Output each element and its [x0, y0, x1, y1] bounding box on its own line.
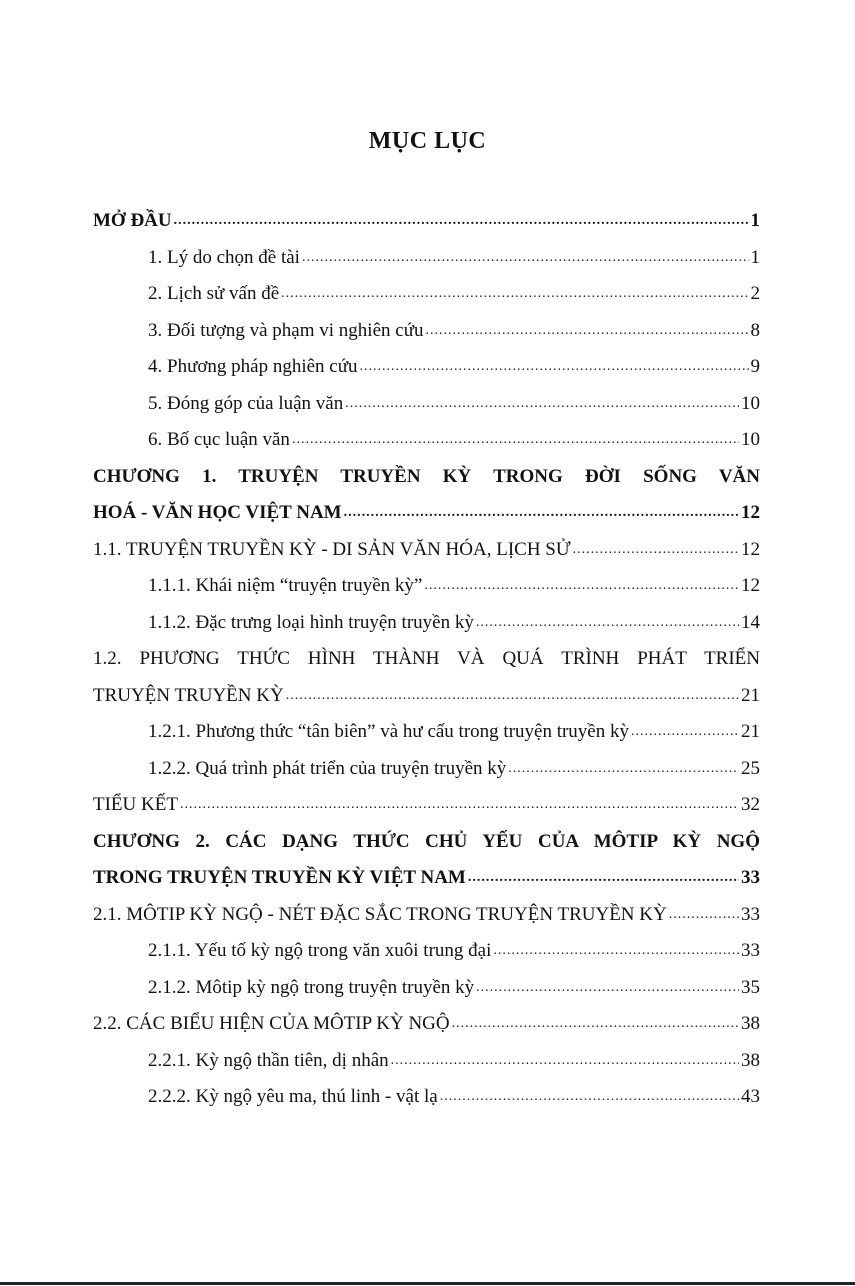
toc-page-number: 1: [750, 246, 760, 268]
leader-dots: [180, 787, 739, 824]
toc-entry-text: CHƯƠNG 1. TRUYỆN TRUYỀN KỲ TRONG ĐỜI SỐNG VĂN: [93, 465, 760, 487]
leader-dots: [493, 933, 739, 970]
toc-page-number: 35: [741, 976, 760, 998]
toc-entry-chapter-2-heading[interactable]: [93, 824, 760, 861]
toc-entry-chapter-1-heading[interactable]: [93, 459, 760, 496]
toc-page-number: 12: [741, 538, 760, 560]
toc-entry-tieu-ket[interactable]: [93, 787, 760, 824]
toc-entry-section-1-2-2[interactable]: [93, 751, 760, 788]
toc-page-number: 12: [741, 502, 760, 523]
leader-dots: [174, 203, 749, 240]
leader-dots: [360, 349, 749, 386]
page-bottom-edge: [0, 1282, 855, 1285]
leader-dots: [440, 1079, 739, 1116]
leader-dots: [345, 386, 739, 423]
toc-entry-text: TIỂU KẾT: [93, 794, 178, 815]
leader-dots: [286, 678, 739, 715]
toc-entry-text: 2.1.1. Yếu tố kỳ ngộ trong văn xuôi trung đại: [148, 940, 492, 961]
toc-entry-section-1-1[interactable]: [93, 532, 760, 569]
toc-page-number: 12: [741, 575, 760, 596]
toc-entry-text: 6. Bố cục luận văn: [148, 429, 290, 450]
leader-dots: [344, 495, 739, 532]
leader-dots: [391, 1043, 739, 1080]
leader-dots: [281, 276, 748, 313]
toc-entry-text: 1.2.1. Phương thức “tân biên” và hư cấu trong truyện truyền kỳ: [148, 721, 629, 742]
toc-entry-text: 1.2. PHƯƠNG THỨC HÌNH THÀNH VÀ QUÁ TRÌNH PHÁT TRIỂN: [93, 648, 760, 669]
toc-entry-text: 2.2.1. Kỳ ngộ thần tiên, dị nhân: [148, 1049, 389, 1071]
toc-page-number: 32: [741, 794, 760, 815]
table-of-contents: [93, 203, 760, 1116]
toc-entry-section-2-2-1[interactable]: [93, 1043, 760, 1080]
leader-dots: [508, 751, 739, 788]
toc-page-number: 8: [750, 319, 760, 341]
toc-entry-text: TRUYỆN TRUYỀN KỲ: [93, 684, 284, 706]
toc-page-number: 21: [741, 721, 760, 742]
toc-entry-text: CHƯƠNG 2. CÁC DẠNG THỨC CHỦ YẾU CỦA MÔTIP KỲ NGỘ: [93, 830, 760, 852]
toc-page-number: 21: [741, 684, 760, 706]
toc-entry-section-4[interactable]: [93, 349, 760, 386]
toc-entry-chapter-1[interactable]: [93, 495, 760, 532]
toc-entry-section-1[interactable]: [93, 240, 760, 277]
toc-entry-text: 2.2.2. Kỳ ngộ yêu ma, thú linh - vật lạ: [148, 1086, 438, 1107]
toc-entry-section-1-2-1[interactable]: [93, 714, 760, 751]
toc-page-number: 25: [741, 757, 760, 779]
toc-entry-text: HOÁ - VĂN HỌC VIỆT NAM: [93, 502, 342, 523]
toc-entry-section-1-2[interactable]: [93, 678, 760, 715]
toc-entry-text: 1.1. TRUYỆN TRUYỀN KỲ - DI SẢN VĂN HÓA, LỊCH SỬ: [93, 538, 571, 560]
leader-dots: [468, 860, 739, 897]
toc-entry-text: 1.1.2. Đặc trưng loại hình truyện truyền kỳ: [148, 611, 474, 633]
toc-entry-section-2-2-2[interactable]: [93, 1079, 760, 1116]
toc-entry-section-2-2[interactable]: [93, 1006, 760, 1043]
toc-entry-text: 1. Lý do chọn đề tài: [148, 246, 300, 268]
leader-dots: [302, 240, 749, 277]
leader-dots: [424, 568, 739, 605]
toc-page-number: 43: [741, 1086, 760, 1107]
toc-entry-section-1-1-2[interactable]: [93, 605, 760, 642]
toc-entry-chapter-2[interactable]: [93, 860, 760, 897]
toc-entry-section-1-1-1[interactable]: [93, 568, 760, 605]
toc-entry-text: 3. Đối tượng và phạm vi nghiên cứu: [148, 319, 424, 341]
toc-entry-text: 5. Đóng góp của luận văn: [148, 392, 344, 414]
toc-entry-text: 1.1.1. Khái niệm “truyện truyền kỳ”: [148, 575, 423, 596]
toc-entry-text: TRONG TRUYỆN TRUYỀN KỲ VIỆT NAM: [93, 867, 466, 888]
toc-entry-text: 2.2. CÁC BIỂU HIỆN CỦA MÔTIP KỲ NGỘ: [93, 1013, 450, 1034]
toc-entry-text: 4. Phương pháp nghiên cứu: [148, 356, 358, 377]
toc-page-number: 38: [741, 1049, 760, 1071]
leader-dots: [426, 313, 749, 350]
toc-entry-section-2-1[interactable]: [93, 897, 760, 934]
toc-page-number: 9: [750, 356, 760, 377]
toc-entry-section-1-2-heading[interactable]: [93, 641, 760, 678]
toc-entry-text: 2.1.2. Môtip kỳ ngộ trong truyện truyền kỳ: [148, 976, 475, 998]
toc-entry-text: MỞ ĐẦU: [93, 210, 172, 231]
toc-entry-section-6[interactable]: [93, 422, 760, 459]
toc-page-number: 14: [741, 611, 760, 633]
leader-dots: [476, 605, 739, 642]
toc-entry-section-2-1-2[interactable]: [93, 970, 760, 1007]
toc-entry-text: 2. Lịch sử vấn đề: [148, 283, 280, 304]
toc-page-number: 1: [750, 210, 760, 231]
page-title: MỤC LỤC: [368, 128, 487, 154]
toc-page-number: 10: [741, 429, 760, 450]
toc-page-number: 33: [741, 903, 760, 925]
toc-entry-mo-dau[interactable]: [93, 203, 760, 240]
toc-entry-text: 2.1. MÔTIP KỲ NGỘ - NÉT ĐẶC SẮC TRONG TRUYỆN TRUYỀN KỲ: [93, 903, 667, 925]
leader-dots: [573, 532, 739, 569]
leader-dots: [669, 897, 739, 934]
toc-page-number: 2: [750, 283, 760, 304]
toc-page-number: 38: [741, 1013, 760, 1034]
leader-dots: [452, 1006, 739, 1043]
toc-page-number: 33: [741, 867, 760, 888]
toc-entry-section-3[interactable]: [93, 313, 760, 350]
toc-page-number: 10: [741, 392, 760, 414]
leader-dots: [476, 970, 739, 1007]
toc-entry-text: 1.2.2. Quá trình phát triển của truyện truyền kỳ: [148, 757, 507, 779]
toc-page-number: 33: [741, 940, 760, 961]
leader-dots: [631, 714, 739, 751]
leader-dots: [292, 422, 739, 459]
toc-entry-section-2-1-1[interactable]: [93, 933, 760, 970]
toc-entry-section-2[interactable]: [93, 276, 760, 313]
toc-entry-section-5[interactable]: [93, 386, 760, 423]
